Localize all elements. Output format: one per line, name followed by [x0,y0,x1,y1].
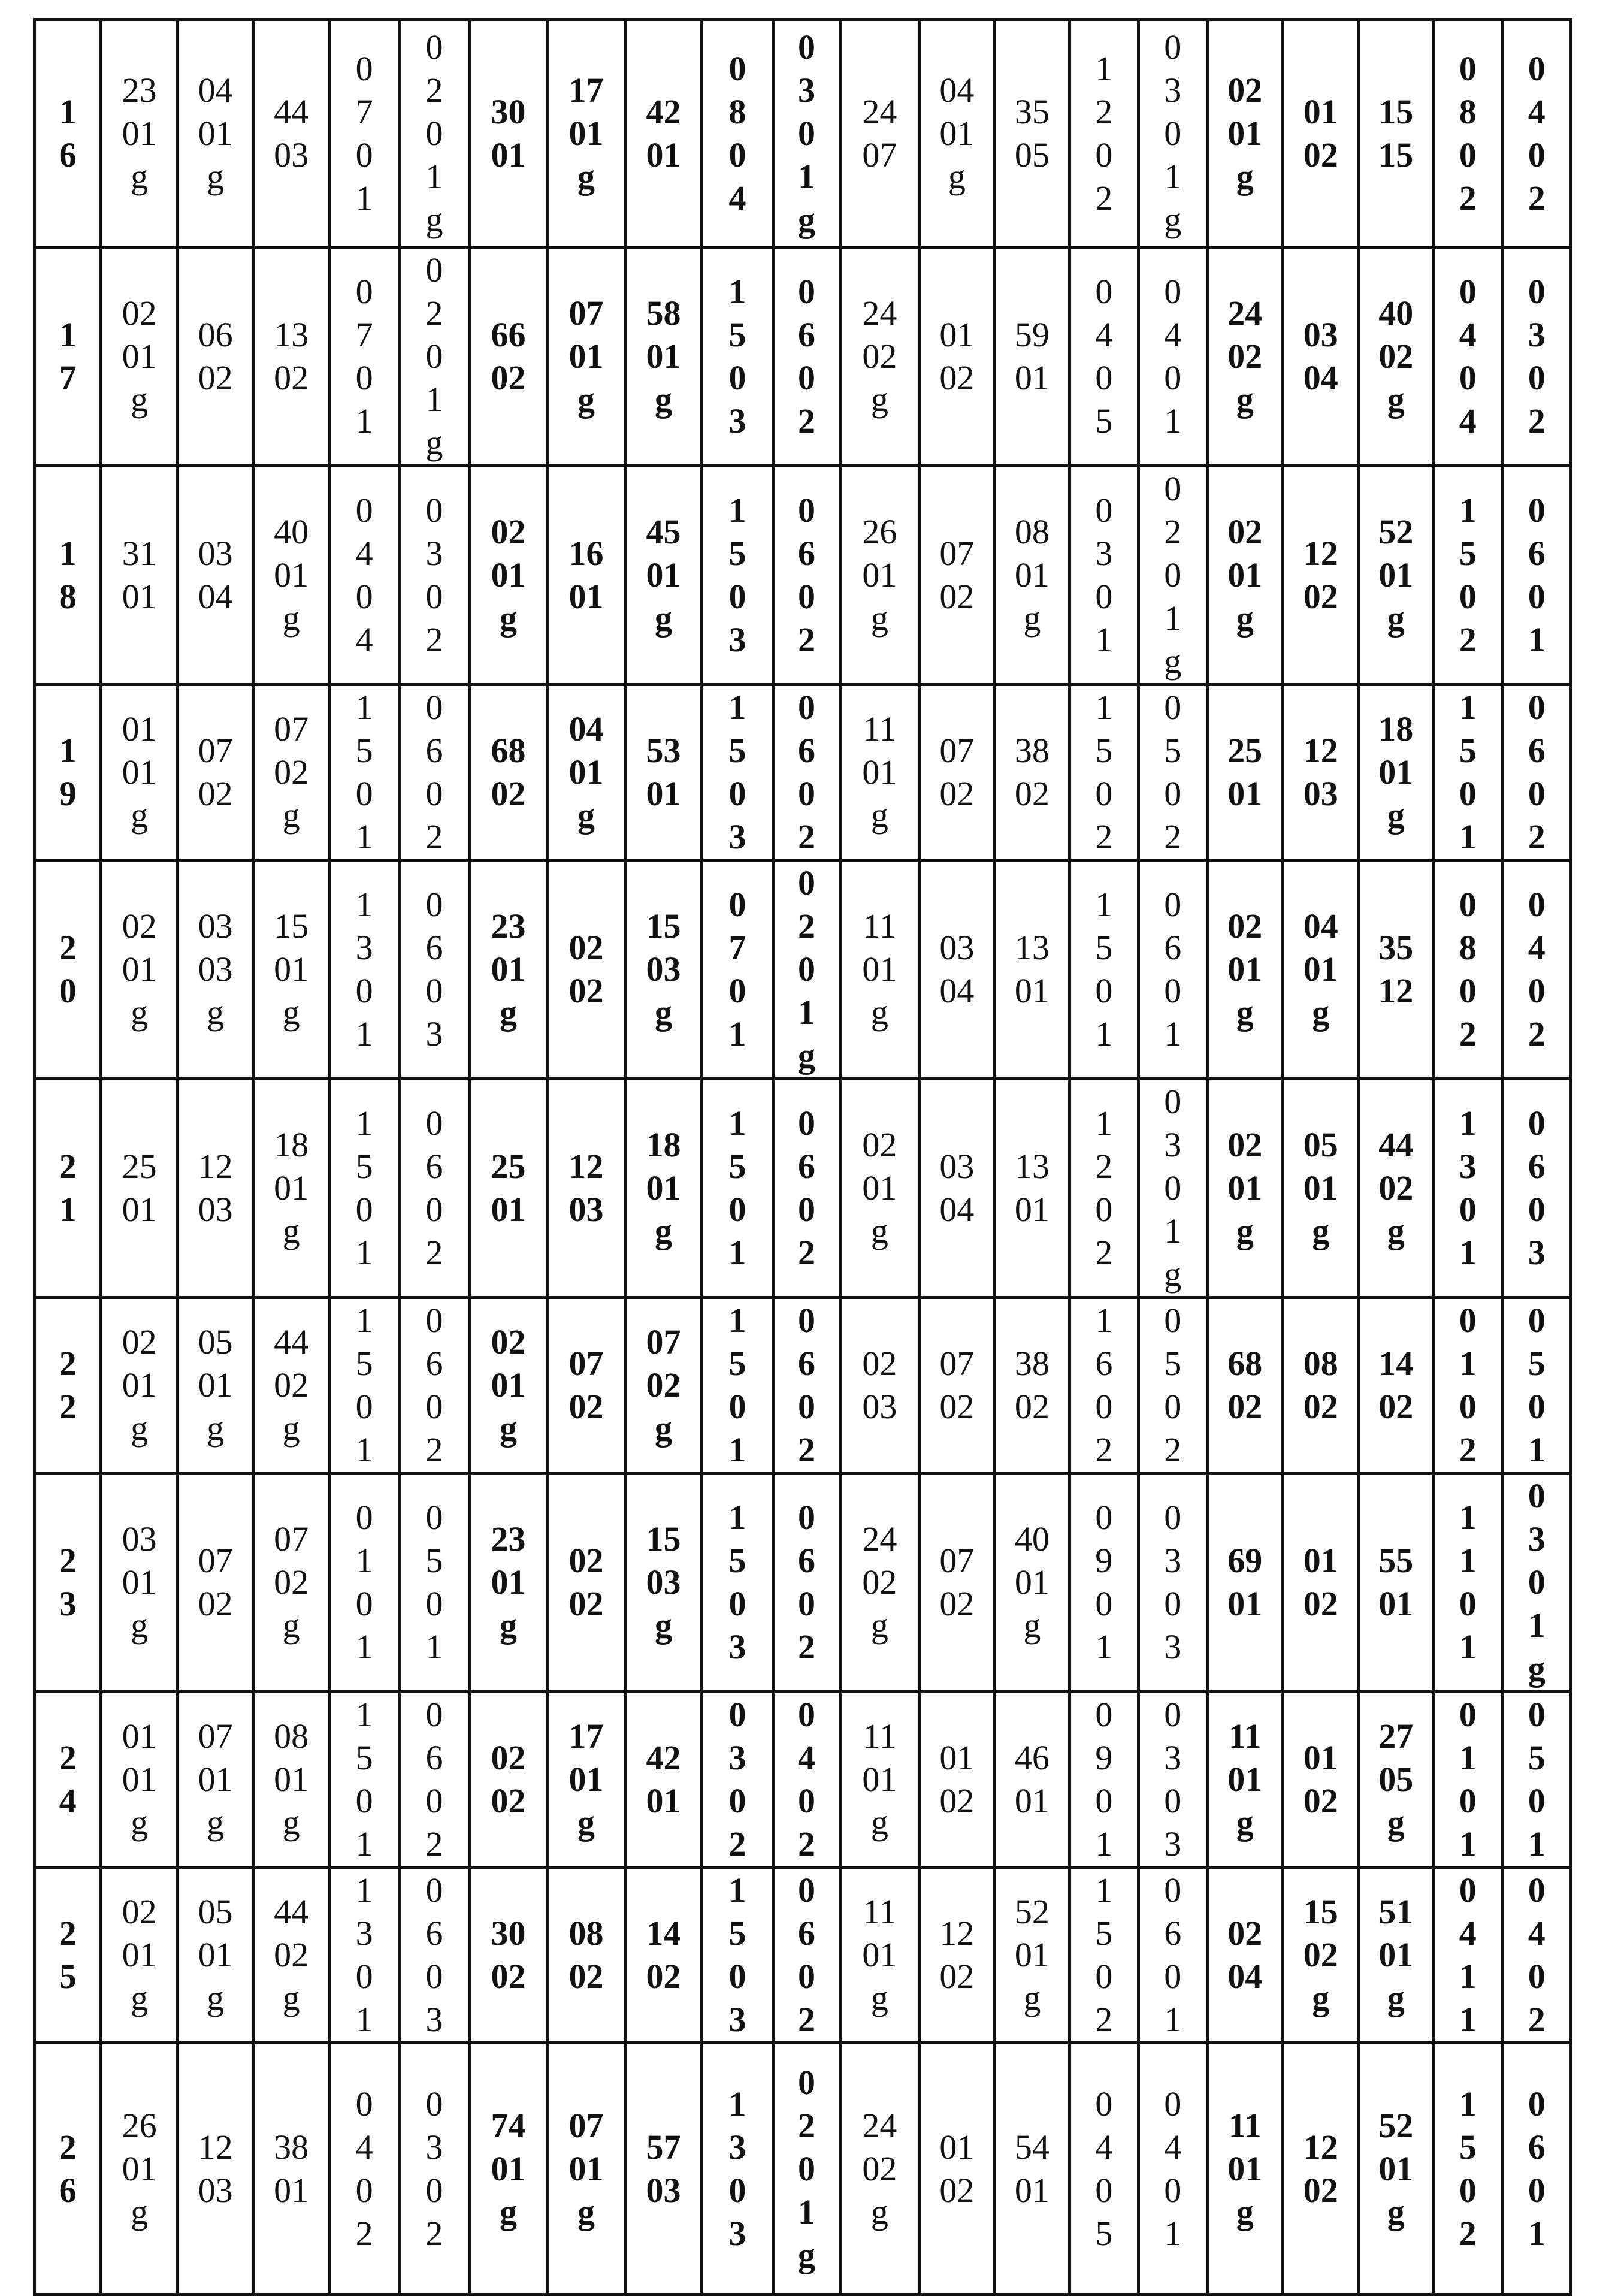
row-number: 1 8 [35,466,101,685]
table-cell: 0 4 0 2 [1502,20,1571,247]
table-cell: 0 4 0 4 [329,466,399,685]
table-cell: 0 6 0 2 [773,1298,840,1473]
table-cell: 23 01 g [469,860,548,1079]
table-cell: 02 01 g [469,466,548,685]
table-cell: 59 01 [995,247,1069,466]
table-cell: 42 01 [625,20,702,247]
table-cell: 0 4 0 5 [1069,2043,1138,2295]
row-number: 2 6 [35,2043,101,2295]
table-cell: 44 02 g [253,1868,329,2043]
table-cell: 0 3 0 3 [1139,1473,1207,1692]
table-cell: 07 02 g [253,1473,329,1692]
table-cell: 23 01 g [469,1473,548,1692]
table-cell: 02 01 g [101,1298,177,1473]
table-cell: 0 6 0 2 [400,685,469,860]
table-cell: 1 5 0 3 [702,1473,773,1692]
table-row [35,1473,1571,1692]
table-cell: 24 02 g [1207,247,1283,466]
table-cell: 31 01 [101,466,177,685]
table-cell: 55 01 [1359,1473,1433,1692]
table-cell: 01 02 [1283,1692,1359,1868]
table-cell: 1 5 0 1 [329,1079,399,1298]
table-cell: 03 04 [177,466,253,685]
table-cell: 51 01 g [1359,1868,1433,2043]
table-cell: 0 3 0 1 g [1502,1473,1571,1692]
table-row [35,20,1571,247]
table-cell: 0 4 0 2 [329,2043,399,2295]
table-cell: 0 6 0 1 [1139,1868,1207,2043]
table-cell: 25 01 [101,1079,177,1298]
table-cell: 02 04 [1207,1868,1283,2043]
table-cell: 1 5 0 3 [702,685,773,860]
table-cell: 07 02 [919,1298,994,1473]
table-cell: 0 3 0 1 g [1139,20,1207,247]
table-cell: 40 02 g [1359,247,1433,466]
table-cell: 02 01 g [1207,466,1283,685]
table-cell: 02 02 [548,1473,625,1692]
table-cell: 1 5 0 2 [1069,1868,1138,2043]
table-cell: 0 4 1 1 [1433,1868,1502,2043]
table-cell: 07 02 g [625,1298,702,1473]
table-cell: 0 9 0 1 [1069,1473,1138,1692]
table-cell: 1 5 0 3 [702,1868,773,2043]
table-cell: 44 02 g [1359,1079,1433,1298]
table-cell: 0 7 0 1 [329,247,399,466]
table-cell: 07 02 [919,685,994,860]
table-cell: 0 6 0 2 [773,1473,840,1692]
table-row [35,860,1571,1079]
allele-table [33,18,1572,2296]
table-cell: 08 01 g [253,1692,329,1868]
table-cell: 0 5 0 1 [1502,1692,1571,1868]
table-cell: 0 6 0 2 [773,466,840,685]
table-cell: 0 3 0 1 [1069,466,1138,685]
table-cell: 07 02 g [253,685,329,860]
table-cell: 0 4 0 1 [1139,2043,1207,2295]
table-cell: 14 02 [1359,1298,1433,1473]
table-cell: 02 02 [469,1692,548,1868]
table-cell: 1 2 0 2 [1069,20,1138,247]
table-cell: 30 02 [469,1868,548,2043]
table-cell: 1 2 0 2 [1069,1079,1138,1298]
table-cell: 0 1 0 2 [1433,1298,1502,1473]
table-cell: 0 8 0 2 [1433,860,1502,1079]
table-body [35,20,1571,2295]
table-cell: 07 02 [548,1298,625,1473]
table-cell: 35 05 [995,20,1069,247]
table-cell: 0 6 0 2 [400,1079,469,1298]
row-number: 2 3 [35,1473,101,1692]
table-cell: 52 01 g [1359,2043,1433,2295]
table-cell: 11 01 g [840,1692,920,1868]
table-cell: 1 5 0 2 [1433,2043,1502,2295]
table-cell: 0 6 0 3 [400,860,469,1079]
table-cell: 07 02 [177,1473,253,1692]
table-row [35,685,1571,860]
table-cell: 1 5 0 1 [329,1298,399,1473]
table-cell: 18 01 g [1359,685,1433,860]
table-cell: 04 01 g [548,685,625,860]
table-cell: 38 02 [995,1298,1069,1473]
table-cell: 0 6 0 2 [773,685,840,860]
table-cell: 02 03 [840,1298,920,1473]
table-cell: 1 3 0 1 [329,860,399,1079]
table-cell: 1 5 0 1 [702,1079,773,1298]
table-cell: 0 6 0 2 [773,1079,840,1298]
table-cell: 1 3 0 3 [702,2043,773,2295]
table-cell: 01 02 [1283,20,1359,247]
table-cell: 0 4 0 2 [773,1692,840,1868]
table-cell: 26 01 g [840,466,920,685]
table-cell: 1 5 0 3 [702,247,773,466]
table-cell: 1 6 0 2 [1069,1298,1138,1473]
table-cell: 06 02 [177,247,253,466]
table-cell: 01 02 [919,1692,994,1868]
table-cell: 13 01 [995,860,1069,1079]
table-cell: 0 6 0 2 [400,1298,469,1473]
table-cell: 1 1 0 1 [1433,1473,1502,1692]
table-cell: 58 01 g [625,247,702,466]
table-cell: 02 01 g [101,247,177,466]
row-number: 2 2 [35,1298,101,1473]
table-cell: 07 02 [177,685,253,860]
table-cell: 15 01 g [253,860,329,1079]
table-cell: 02 01 g [1207,20,1283,247]
table-cell: 0 8 0 2 [1433,20,1502,247]
table-cell: 0 4 0 4 [1433,247,1502,466]
table-cell: 11 01 g [1207,1692,1283,1868]
table-row [35,1868,1571,2043]
table-cell: 15 03 g [625,860,702,1079]
table-cell: 0 2 0 1 g [773,860,840,1079]
table-cell: 27 05 g [1359,1692,1433,1868]
table-cell: 0 4 0 2 [1502,1868,1571,2043]
table-cell: 18 01 g [253,1079,329,1298]
table-cell: 69 01 [1207,1473,1283,1692]
table-cell: 1 3 0 1 [1433,1079,1502,1298]
table-cell: 0 4 0 2 [1502,860,1571,1079]
table-cell: 42 01 [625,1692,702,1868]
table-row [35,1298,1571,1473]
table-cell: 02 01 g [101,1868,177,2043]
table-cell: 12 02 [1283,466,1359,685]
table-cell: 0 5 0 1 [400,1473,469,1692]
table-cell: 0 3 0 3 [1139,1692,1207,1868]
table-cell: 0 1 0 1 [329,1473,399,1692]
table-cell: 0 3 0 2 [702,1692,773,1868]
table-cell: 0 6 0 3 [1502,1079,1571,1298]
table-cell: 1 5 0 1 [1069,860,1138,1079]
table-cell: 40 01 g [253,466,329,685]
table-cell: 13 02 [253,247,329,466]
table-cell: 17 01 g [548,20,625,247]
table-cell: 12 03 [1283,685,1359,860]
table-cell: 0 7 0 1 [702,860,773,1079]
table-cell: 24 02 g [840,247,920,466]
table-cell: 08 01 g [995,466,1069,685]
table-cell: 16 01 [548,466,625,685]
table-cell: 0 2 0 1 g [773,2043,840,2295]
table-cell: 0 5 0 2 [1139,685,1207,860]
table-cell: 11 01 g [1207,2043,1283,2295]
table-cell: 0 6 0 2 [773,247,840,466]
table-cell: 0 2 0 1 g [400,20,469,247]
table-cell: 38 01 [253,2043,329,2295]
table-cell: 0 6 0 1 [1139,860,1207,1079]
table-cell: 01 01 g [101,1692,177,1868]
table-cell: 1 5 0 1 [702,1298,773,1473]
table-cell: 30 01 [469,20,548,247]
table-cell: 12 02 [919,1868,994,2043]
table-cell: 02 01 g [1207,860,1283,1079]
table-cell: 1 5 0 1 [1433,685,1502,860]
table-cell: 07 01 g [177,1692,253,1868]
table-cell: 17 01 g [548,1692,625,1868]
row-number: 2 1 [35,1079,101,1298]
table-cell: 12 03 [177,2043,253,2295]
table-cell: 08 02 [1283,1298,1359,1473]
table-cell: 24 02 g [840,1473,920,1692]
table-cell: 40 01 g [995,1473,1069,1692]
table-cell: 0 5 0 2 [1139,1298,1207,1473]
table-cell: 05 01 g [1283,1079,1359,1298]
table-cell: 03 01 g [101,1473,177,1692]
table-cell: 0 6 0 1 [1502,2043,1571,2295]
table-cell: 03 04 [919,860,994,1079]
table-cell: 66 02 [469,247,548,466]
table-cell: 68 02 [469,685,548,860]
table-cell: 12 02 [1283,2043,1359,2295]
table-cell: 38 02 [995,685,1069,860]
table-cell: 0 1 0 1 [1433,1692,1502,1868]
table-cell: 03 04 [919,1079,994,1298]
table-cell: 18 01 g [625,1079,702,1298]
table-cell: 1 5 0 1 [329,1692,399,1868]
table-cell: 15 02 g [1283,1868,1359,2043]
table-cell: 12 03 [548,1079,625,1298]
table-cell: 25 01 [1207,685,1283,860]
table-cell: 1 5 0 3 [702,466,773,685]
table-cell: 44 03 [253,20,329,247]
table-cell: 46 01 [995,1692,1069,1868]
table-cell: 26 01 g [101,2043,177,2295]
table-cell: 14 02 [625,1868,702,2043]
table-cell: 03 03 g [177,860,253,1079]
row-number: 1 7 [35,247,101,466]
table-cell: 04 01 g [919,20,994,247]
table-cell: 0 6 0 3 [400,1868,469,2043]
table-cell: 54 01 [995,2043,1069,2295]
table-cell: 0 2 0 1 g [400,247,469,466]
table-cell: 12 03 [177,1079,253,1298]
table-cell: 74 01 g [469,2043,548,2295]
table-cell: 1 5 0 2 [1433,466,1502,685]
table-cell: 1 5 0 2 [1069,685,1138,860]
table-cell: 35 12 [1359,860,1433,1079]
table-cell: 15 03 g [625,1473,702,1692]
table-cell: 0 3 0 2 [400,2043,469,2295]
table-cell: 68 02 [1207,1298,1283,1473]
table-cell: 01 01 g [101,685,177,860]
table-cell: 0 6 0 2 [400,1692,469,1868]
table-row [35,1079,1571,1298]
table-cell: 0 4 0 1 [1139,247,1207,466]
row-number: 2 5 [35,1868,101,2043]
table-cell: 0 6 0 2 [1502,685,1571,860]
table-cell: 04 01 g [1283,860,1359,1079]
table-row [35,247,1571,466]
table-cell: 0 9 0 1 [1069,1692,1138,1868]
table-cell: 0 3 0 2 [400,466,469,685]
table-cell: 0 3 0 2 [1502,247,1571,466]
row-number: 1 6 [35,20,101,247]
table-cell: 1 5 0 1 [329,685,399,860]
table-cell: 07 01 g [548,247,625,466]
table-cell: 52 01 g [995,1868,1069,2043]
table-cell: 44 02 g [253,1298,329,1473]
table-cell: 13 01 [995,1079,1069,1298]
table-cell: 0 3 0 1 g [773,20,840,247]
table-cell: 0 2 0 1 g [1139,466,1207,685]
table-cell: 24 07 [840,20,920,247]
table-cell: 02 01 g [840,1079,920,1298]
row-number: 1 9 [35,685,101,860]
table-cell: 01 02 [1283,1473,1359,1692]
table-row [35,1692,1571,1868]
table-cell: 11 01 g [840,1868,920,2043]
table-cell: 11 01 g [840,685,920,860]
table-cell: 0 4 0 5 [1069,247,1138,466]
table-cell: 07 02 [919,1473,994,1692]
table-cell: 05 01 g [177,1298,253,1473]
table-cell: 1 3 0 1 [329,1868,399,2043]
table-row [35,466,1571,685]
table-cell: 02 01 g [469,1298,548,1473]
row-number: 2 4 [35,1692,101,1868]
table-cell: 02 01 g [1207,1079,1283,1298]
table-cell: 25 01 [469,1079,548,1298]
table-cell: 0 6 0 1 [1502,466,1571,685]
table-cell: 02 02 [548,860,625,1079]
table-cell: 0 5 0 1 [1502,1298,1571,1473]
table-cell: 53 01 [625,685,702,860]
table-cell: 07 02 [919,466,994,685]
table-cell: 04 01 g [177,20,253,247]
table-cell: 52 01 g [1359,466,1433,685]
row-number: 2 0 [35,860,101,1079]
table-cell: 02 01 g [101,860,177,1079]
table-cell: 03 04 [1283,247,1359,466]
table-cell: 08 02 [548,1868,625,2043]
table-cell: 0 8 0 4 [702,20,773,247]
table-cell: 07 01 g [548,2043,625,2295]
table-cell: 24 02 g [840,2043,920,2295]
table-cell: 0 7 0 1 [329,20,399,247]
table-cell: 05 01 g [177,1868,253,2043]
table-cell: 23 01 g [101,20,177,247]
table-cell: 11 01 g [840,860,920,1079]
table-cell: 01 02 [919,247,994,466]
table-cell: 0 6 0 2 [773,1868,840,2043]
table-cell: 01 02 [919,2043,994,2295]
table-cell: 0 3 0 1 g [1139,1079,1207,1298]
table-cell: 57 03 [625,2043,702,2295]
table-cell: 45 01 g [625,466,702,685]
table-cell: 15 15 [1359,20,1433,247]
table-row [35,2043,1571,2295]
